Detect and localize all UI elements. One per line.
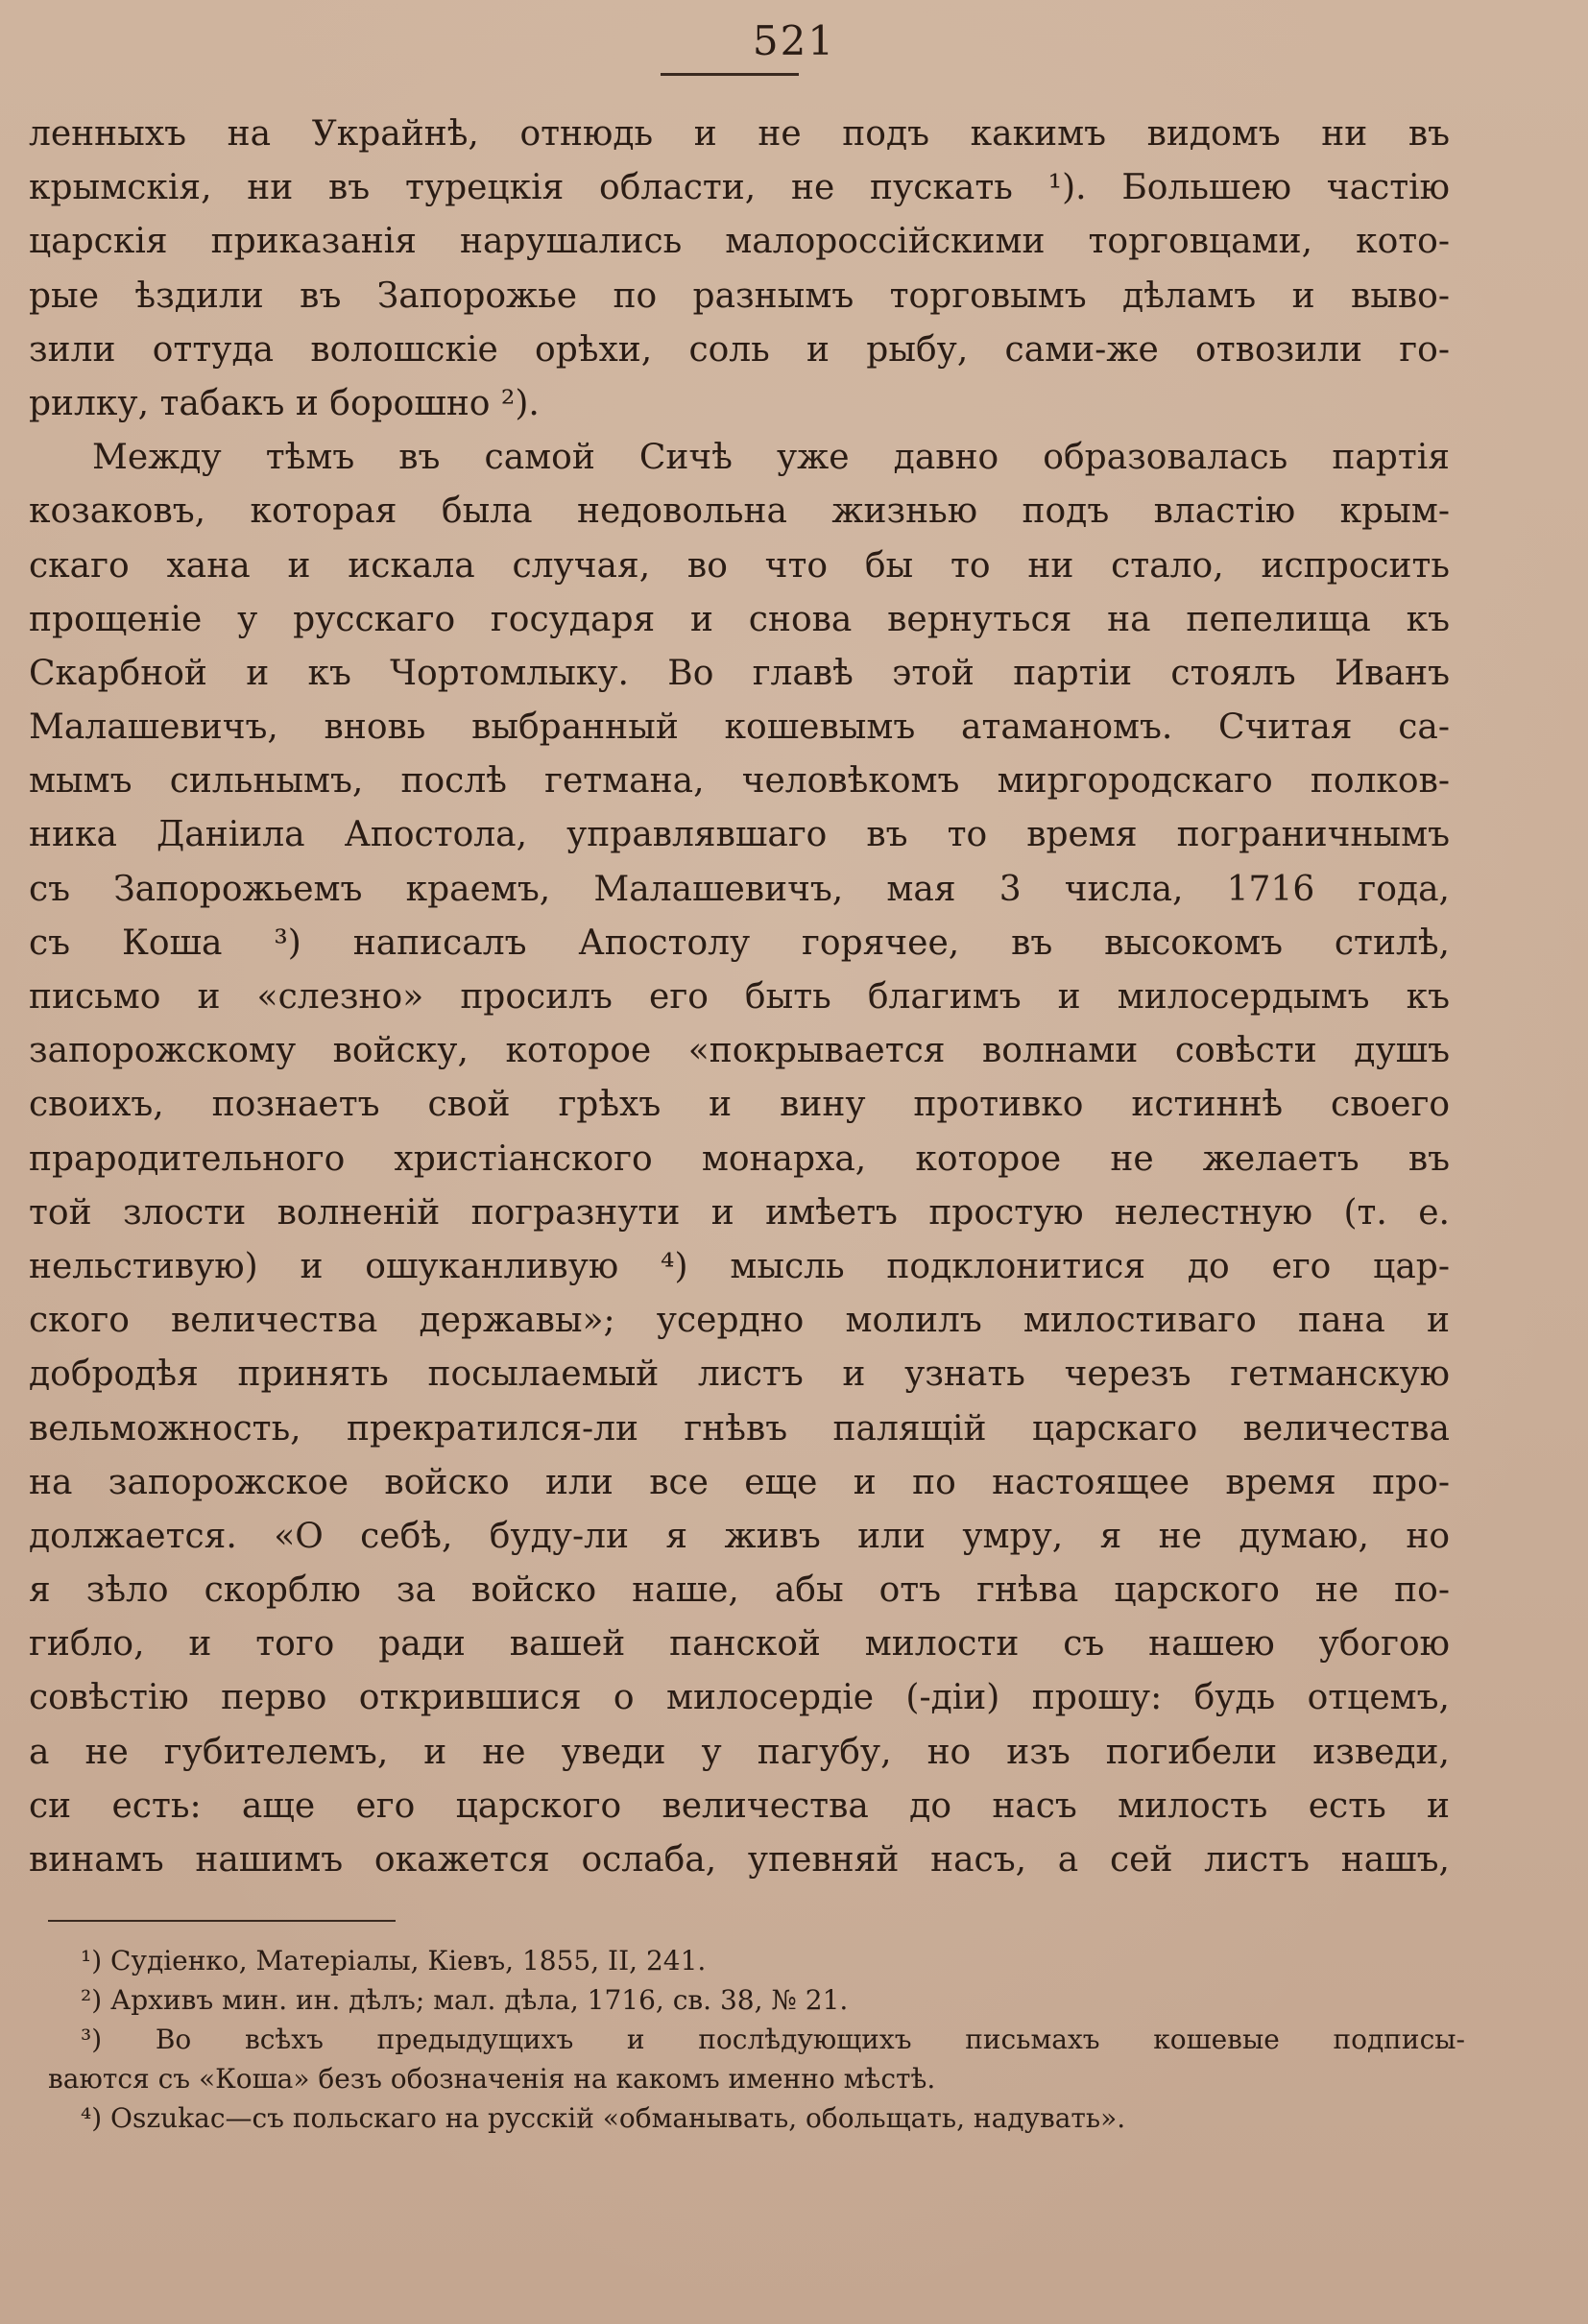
body-line: крымскія, ни въ турецкія области, не пускать ¹). Большею частію [29,168,1450,208]
footnote-divider [48,1920,396,1922]
body-line: должается. «О себѣ, буду-ли я живъ или умру, я не думаю, но [29,1516,1450,1556]
body-line: прощеніе у русскаго государя и снова вернуться на пепелища къ [29,599,1450,639]
body-line: ника Даніила Апостола, управлявшаго въ то время пограничнымъ [29,815,1450,855]
body-line: гибло, и того ради вашей панской милости съ нашею убогою [29,1624,1450,1665]
footnote-2: ²) Архивъ мин. ин. дѣлъ; мал. дѣла, 1716, св. 38, № 21. [81,1984,849,2016]
body-line: царскія приказанія нарушались малороссійскими торговцами, кото- [29,222,1450,262]
body-line: зили оттуда волошскіе орѣхи, соль и рыбу, сами-же отвозили го- [29,329,1450,370]
body-line: я зѣло скорблю за войско наше, абы отъ гнѣва царского не по- [29,1570,1450,1611]
body-line: козаковъ, которая была недовольна жизнью подъ властію крым- [29,491,1450,532]
body-line: рые ѣздили въ Запорожье по разнымъ торговымъ дѣламъ и выво- [29,276,1450,316]
body-line: си есть: аще его царского величества до насъ милость есть и [29,1785,1450,1826]
body-text [29,108,1450,1887]
body-line: ленныхъ на Украйнѣ, отнюдь и не подъ какимъ видомъ ни въ [29,114,1450,154]
body-line: на запорожское войско или все еще и по настоящее время про- [29,1462,1450,1502]
footnote-4: ⁴) Oszukac—съ польскаго на русскій «обманывать, обольщать, надувать». [81,2102,1126,2134]
body-line: той злости волненій погразнути и имѣетъ простую нелестную (т. е. [29,1192,1450,1233]
body-line: добродѣя принять посылаемый листъ и узнать черезъ гетманскую [29,1354,1450,1395]
body-line: нельстивую) и ошуканливую ⁴) мысль подклонитися до его цар- [29,1246,1450,1286]
page-number-rule [661,73,799,76]
body-line: вельможность, прекратился-ли гнѣвъ палящій царскаго величества [29,1408,1450,1449]
body-line: письмо и «слезно» просилъ его быть благимъ и милосердымъ къ [29,977,1450,1017]
footnote-1: ¹) Судіенко, Матеріалы, Кіевъ, 1855, II, 241. [81,1945,707,1977]
body-line: запорожскому войску, которое «покрывается волнами совѣсти душъ [29,1031,1450,1071]
footnote-3-continued: ваются съ «Коша» безъ обозначенія на какомъ именно мѣстѣ. [48,2063,936,2095]
body-line: своихъ, познаетъ свой грѣхъ и вину противко истиннѣ своего [29,1085,1450,1125]
body-line: съ Коша ³) написалъ Апостолу горячее, въ высокомъ стилѣ, [29,922,1450,963]
body-line: совѣстію перво открившися о милосердіе (-діи) прошу: будь отцемъ, [29,1678,1450,1718]
body-line: прародительного христіанского монарха, которое не желаетъ въ [29,1138,1450,1179]
paragraph-start: Между тѣмъ въ самой Сичѣ уже давно образовалась партія [92,438,1450,478]
body-line: винамъ нашимъ окажется ослаба, упевняй насъ, а сей листъ нашъ, [29,1840,1450,1880]
footnote-3: ³) Во всѣхъ предыдущихъ и послѣдующихъ письмахъ кошевые подписы- [81,2024,1465,2055]
body-line: Скарбной и къ Чортомлыку. Во главѣ этой партіи стоялъ Иванъ [29,653,1450,693]
footnotes [48,1941,1465,2138]
page-number: 521 [752,17,836,64]
body-line: Малашевичъ, вновь выбранный кошевымъ атаманомъ. Считая са- [29,707,1450,748]
body-line: ского величества державы»; усердно молилъ милостиваго пана и [29,1301,1450,1341]
body-line: рилку, табакъ и борошно ²). [29,383,540,423]
body-line: а не губителемъ, и не уведи у пагубу, но изъ погибели изведи, [29,1732,1450,1772]
body-line: съ Запорожьемъ краемъ, Малашевичъ, мая 3 числа, 1716 года, [29,869,1450,909]
body-line: мымъ сильнымъ, послѣ гетмана, человѣкомъ миргородскаго полков- [29,761,1450,802]
body-line: скаго хана и искала случая, во что бы то ни стало, испросить [29,545,1450,586]
